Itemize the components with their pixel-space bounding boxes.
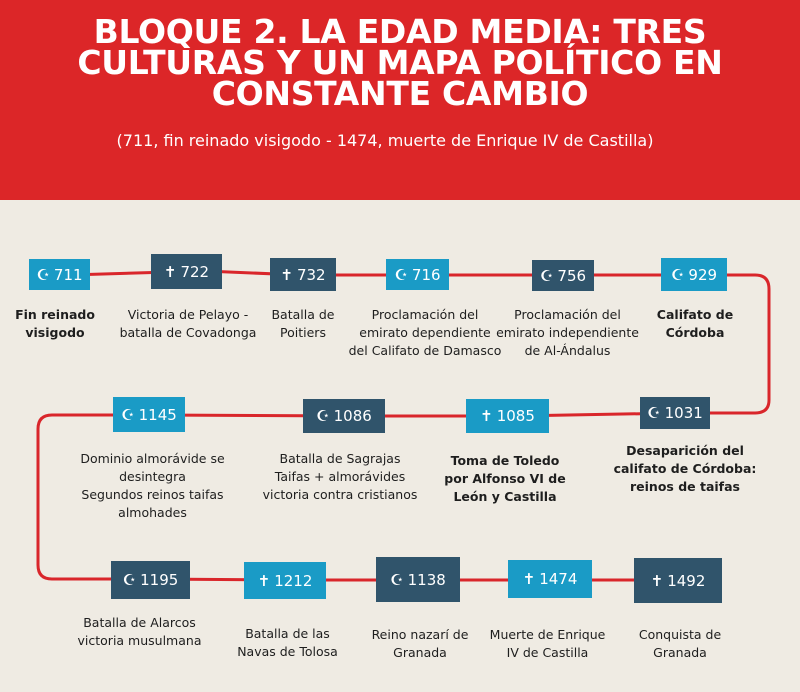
event-year: 716	[411, 265, 441, 284]
crescent-star-icon: ☪	[390, 570, 404, 589]
event-label-1212: Batalla de las Navas de Tolosa	[237, 626, 338, 659]
event-badge-1145	[113, 397, 185, 432]
event-badge-711	[29, 259, 90, 290]
event-label-1195: Batalla de Alarcos victoria musulmana	[77, 615, 202, 648]
crescent-star-icon: ☪	[647, 404, 661, 422]
event-label-1145: Dominio almorávide se desintegra Segundos reinos taifas almohades	[80, 451, 225, 520]
event-badge-1138	[376, 557, 460, 602]
cross-icon: ✝	[257, 571, 271, 590]
cross-icon: ✝	[280, 265, 293, 284]
event-year: 1085	[496, 407, 535, 425]
page-title: BLOQUE 2. LA EDAD MEDIA: TRES CULTURAS Y UN MAPA POLÍTICO EN CONSTANTE CAMBIO	[77, 12, 723, 113]
event-badge-1195	[111, 561, 190, 599]
cross-icon: ✝	[522, 570, 536, 588]
cross-icon: ✝	[163, 262, 177, 281]
event-label-1474: Muerte de Enrique IV de Castilla	[489, 627, 606, 660]
event-badge-1212	[244, 562, 326, 599]
event-year: 1195	[140, 571, 179, 589]
event-badge-732	[270, 258, 336, 291]
event-label-1031: Desaparición del califato de Córdoba: reinos de taifas	[613, 443, 757, 494]
event-year: 1086	[333, 407, 372, 425]
crescent-star-icon: ☪	[670, 265, 685, 284]
event-label-929: Califato de Córdoba	[656, 307, 734, 340]
event-year: 1212	[274, 571, 313, 590]
event-label-1085: Toma de Toledo por Alfonso VI de León y Castilla	[444, 453, 566, 504]
cross-icon: ✝	[480, 407, 493, 425]
event-badge-929	[661, 258, 727, 291]
event-year: 1474	[539, 570, 578, 588]
event-label-1086: Batalla de Sagrajas Taifas + almorávides victoria contra cristianos	[262, 451, 418, 502]
event-badge-756	[532, 260, 594, 291]
event-badge-1031	[640, 397, 710, 429]
event-label-1492: Conquista de Granada	[638, 627, 722, 660]
event-year: 1138	[407, 570, 446, 589]
event-label-756: Proclamación del emirato independiente de Al-Ándalus	[496, 307, 639, 358]
crescent-star-icon: ☪	[121, 405, 135, 424]
event-year: 929	[688, 265, 718, 284]
page-subtitle: (711, fin reinado visigodo - 1474, muerte de Enrique IV de Castilla)	[116, 131, 654, 150]
crescent-star-icon: ☪	[36, 265, 50, 284]
event-label-716: Proclamación del emirato dependiente del Califato de Damasco	[348, 307, 502, 358]
event-year: 732	[296, 265, 326, 284]
event-year: 1031	[664, 404, 703, 422]
crescent-star-icon: ☪	[394, 265, 408, 284]
event-label-722: Victoria de Pelayo - batalla de Covadonga	[119, 307, 257, 340]
event-badge-1492	[634, 558, 722, 603]
event-year: 756	[557, 266, 587, 285]
event-year: 711	[53, 265, 83, 284]
event-year: 1492	[667, 571, 706, 590]
event-label-1138: Reino nazarí de Granada	[371, 627, 469, 660]
event-badge-1474	[508, 560, 592, 598]
event-year: 722	[180, 262, 210, 281]
cross-icon: ✝	[650, 571, 664, 590]
event-badge-1085	[466, 399, 549, 433]
crescent-star-icon: ☪	[316, 407, 330, 425]
event-label-711: Fin reinado visigodo	[15, 307, 95, 340]
event-label-732: Batalla de Poitiers	[271, 307, 335, 340]
event-year: 1145	[138, 405, 177, 424]
event-badge-722	[151, 254, 222, 289]
event-badge-1086	[303, 399, 385, 433]
crescent-star-icon: ☪	[539, 266, 554, 285]
event-badge-716	[386, 259, 449, 290]
crescent-star-icon: ☪	[122, 571, 137, 589]
